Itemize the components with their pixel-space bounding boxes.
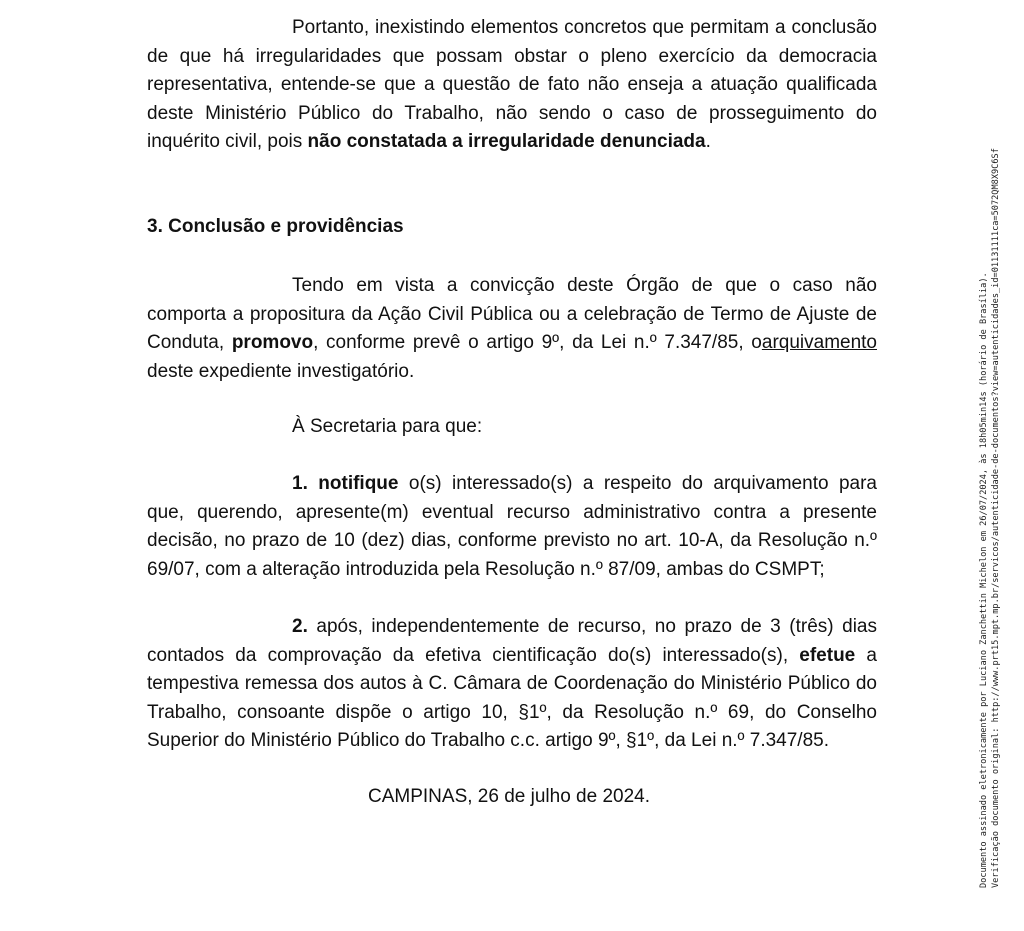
electronic-signature-stamp — [978, 8, 1002, 888]
underlined-word-arquivamento: arquivamento — [761, 332, 877, 353]
stamp-line-signed-by: Documento assinado eletronicamente por Luciano Zanchettin Michelon em 26/07/2024, às 18h05min14s (horário de Brasília). — [979, 272, 989, 888]
list-item-1 — [147, 470, 877, 584]
date-signature-line: CAMPINAS, 26 de julho de 2024. — [368, 786, 651, 807]
paragraph-end: . — [705, 131, 711, 152]
bold-phrase-nao-constatada: não constatada a irregularidade denunciada — [307, 131, 706, 152]
list-item-number: 2. — [292, 616, 308, 637]
list-item-text: a tempestiva remessa dos autos à C. Câmara de Coordenação do Ministério Público do Trabalho, consoante dispõe o artigo 10, §1º, da Resolução n.º 69, do Conselho Superior do Ministério Público do Trabalho c.c. artigo 9º, §1º, da Lei n.º 7.347/85. — [147, 644, 877, 751]
secretaria-line: À Secretaria para que: — [292, 416, 483, 437]
list-item-text: após, independentemente de recurso, no prazo de 3 (três) dias contados da comprovação da efetiva cientificação do(s) interessado(s), — [147, 616, 878, 666]
stamp-line-verification-url: Verificação documento original: http://www.prt15.mpt.mp.br/servicos/autenticidade-de-documentos?view=autenticidades_id=01131111ca=5072QM8X9C6Sf — [991, 148, 1001, 888]
bold-word-efetue: efetue — [799, 644, 856, 666]
paragraph-text: , conforme prevê o artigo 9º, da Lei n.º 7.347/85, o — [313, 332, 762, 353]
section-heading-conclusao: 3. Conclusão e providências — [147, 216, 404, 237]
bold-word-notifique: notifique — [318, 473, 399, 494]
paragraph-text: Portanto, inexistindo elementos concretos que permitam a conclusão de que há irregularidades que possam obstar o pleno exercício da democracia representativa, entende-se que a questão de fato não enseja a atuação qualificada deste Ministério Público do Trabalho, não sendo o caso de prosseguimento do inquérito civil, pois — [147, 17, 877, 152]
list-item-number: 1. — [292, 473, 308, 494]
list-item-text: o(s) interessado(s) a respeito do arquivamento para que, querendo, apresente(m) eventual recurso administrativo contra a presente decisão, no prazo de 10 (dez) dias, conforme previsto no art. 10-A, da Resolução n.º 69/07, com a alteração introduzida pela Resolução n.º 87/09, ambas do CSMPT; — [147, 473, 877, 580]
paragraph-tendo-em-vista — [147, 272, 877, 386]
list-item-2 — [147, 613, 877, 756]
bold-word-promovo: promovo — [231, 332, 314, 353]
paragraph-text: Tendo em vista a convicção deste Órgão de que o caso não comporta a propositura da Ação Civil Pública ou a celebração de Termo de Ajuste de Conduta, — [147, 275, 877, 353]
paragraph-text: deste expediente investigatório. — [147, 360, 415, 382]
paragraph-portanto — [147, 14, 877, 157]
